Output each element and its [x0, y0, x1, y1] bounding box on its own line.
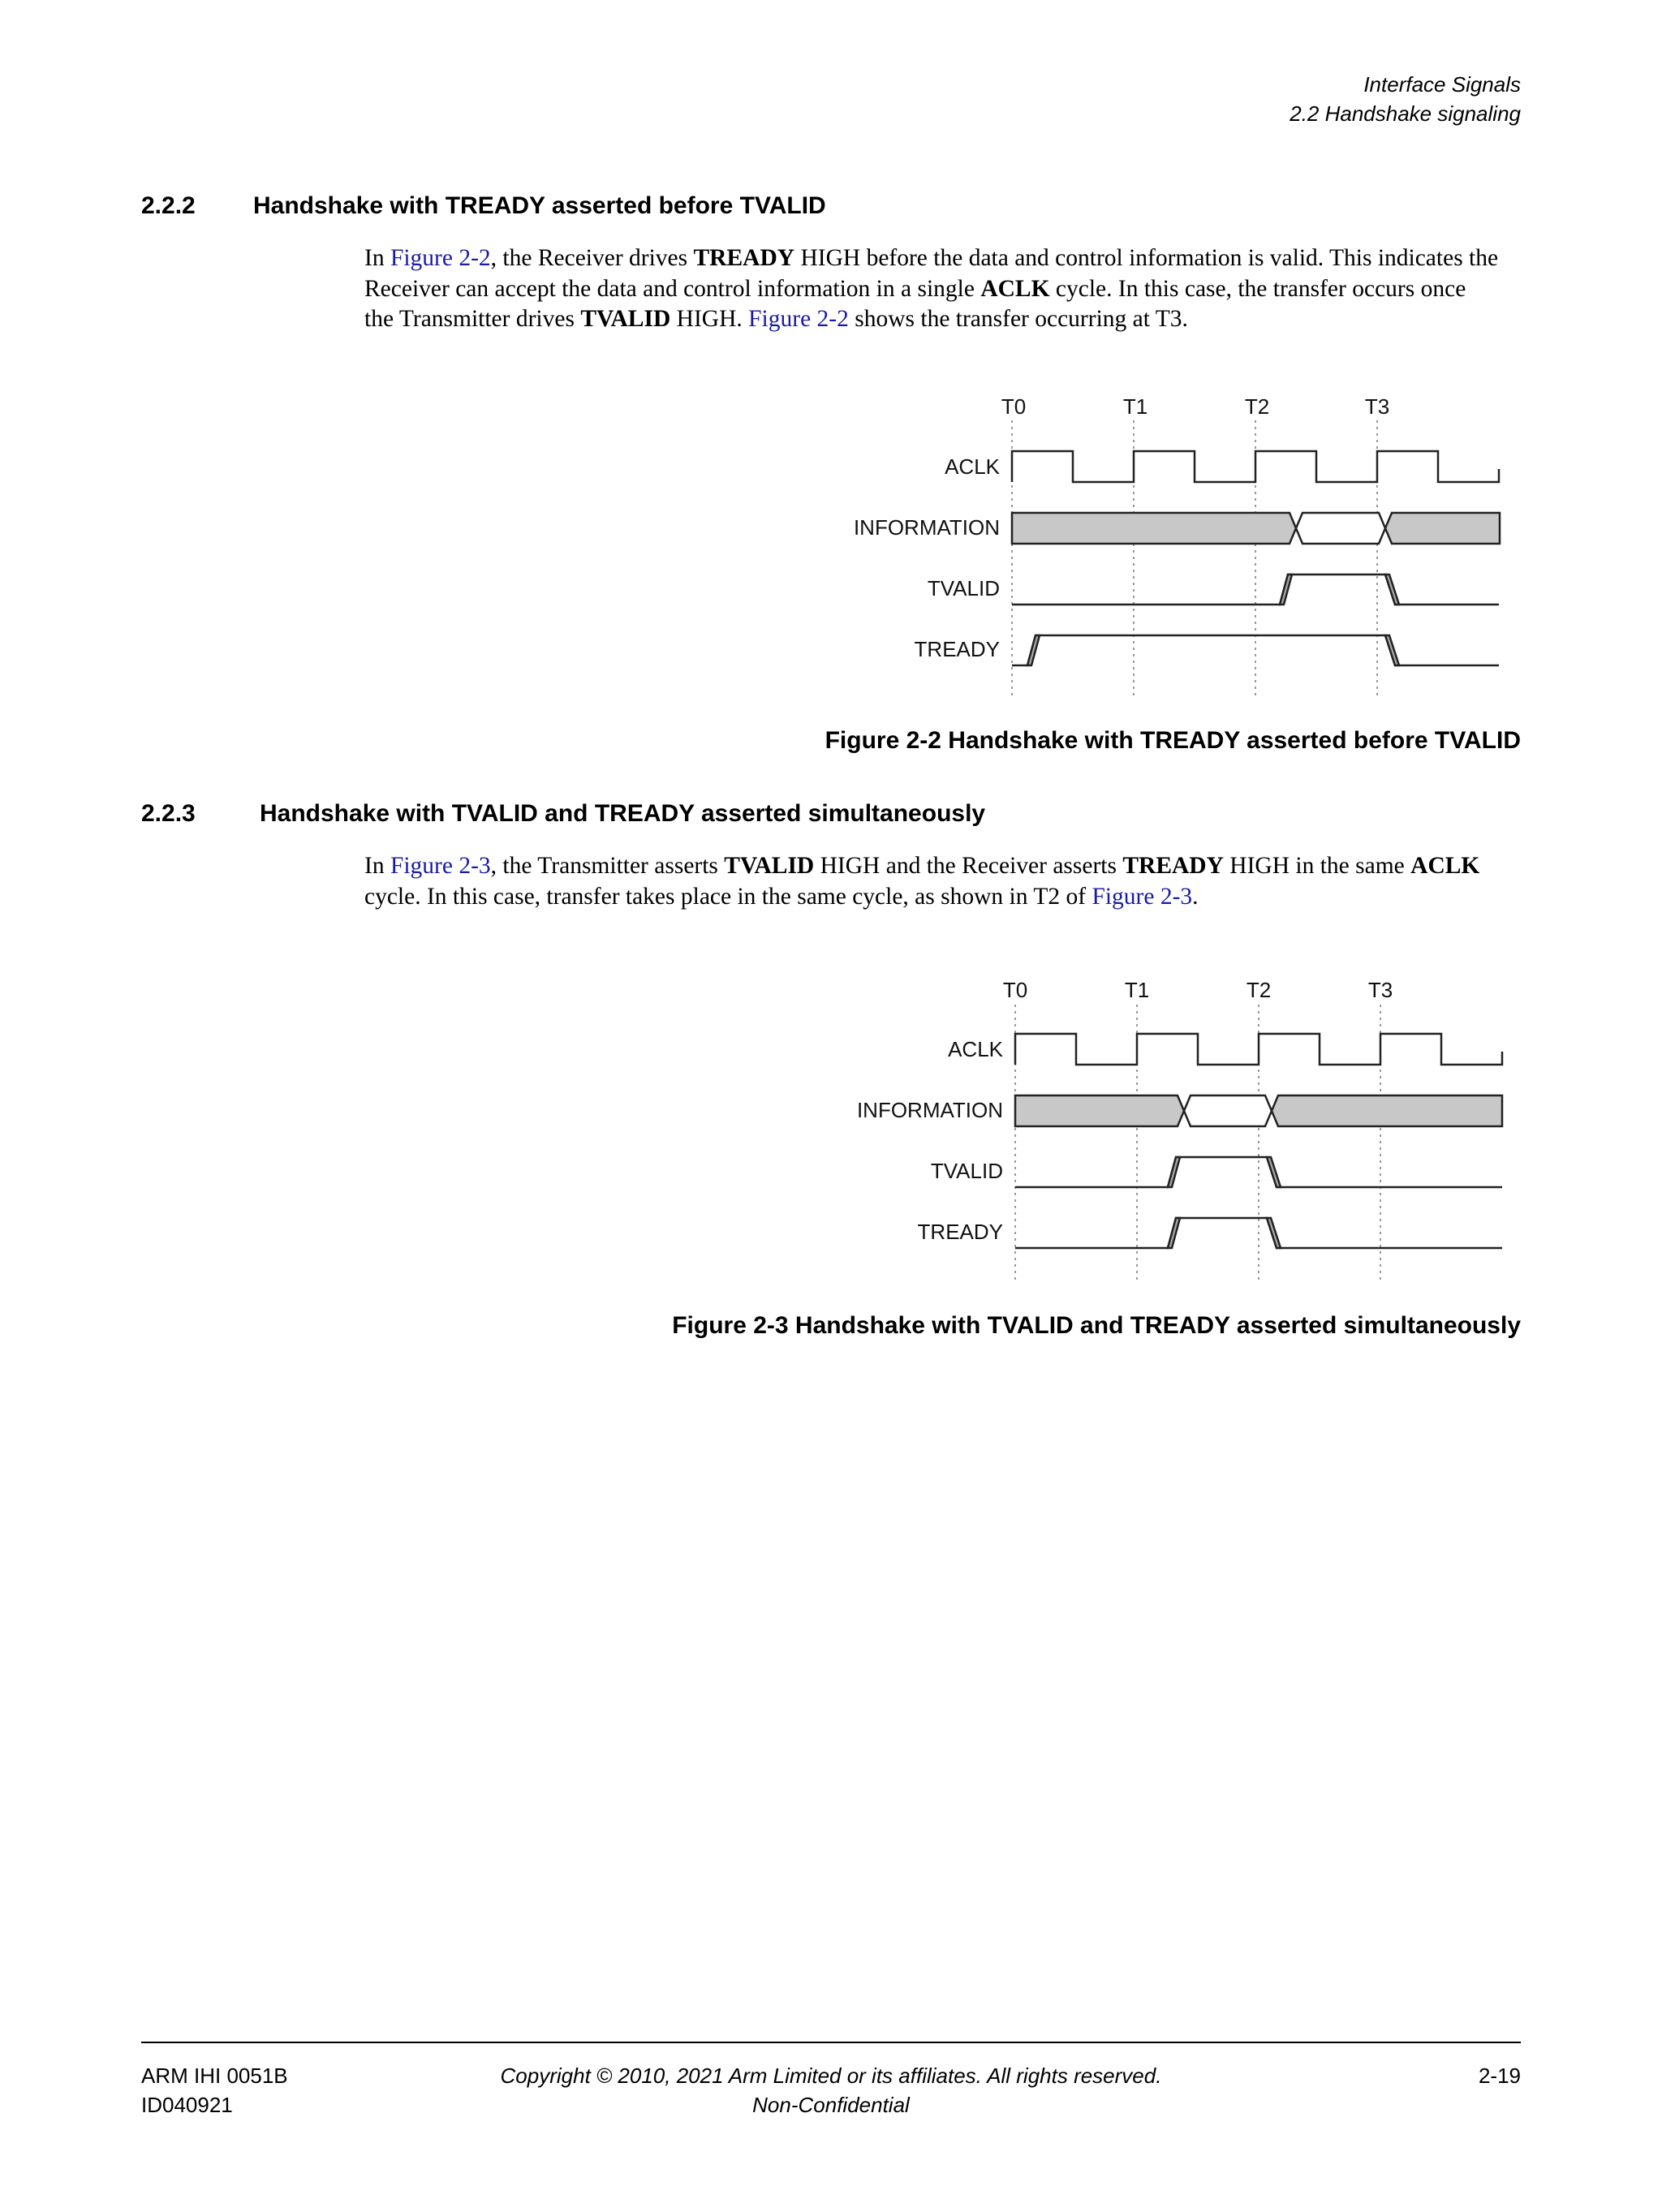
- copyright: Copyright © 2010, 2021 Arm Limited or its affiliates. All rights reserved.: [500, 2064, 1162, 2088]
- issue-id: ID040921: [141, 2093, 233, 2117]
- signal-label: TVALID: [930, 1159, 1003, 1183]
- header-section: 2.2 Handshake signaling: [1290, 101, 1521, 126]
- information-bus: [1015, 1095, 1502, 1126]
- section-title: Handshake with TREADY asserted before TVALID: [253, 192, 826, 219]
- time-label: T1: [1122, 394, 1148, 419]
- time-label: T2: [1244, 394, 1270, 419]
- time-label: T1: [1124, 978, 1150, 1002]
- time-label: T3: [1364, 394, 1390, 419]
- signal-label: TREADY: [917, 1220, 1003, 1244]
- signal-label: ACLK: [945, 454, 1000, 479]
- signal-label: TREADY: [914, 637, 1000, 661]
- figure-link[interactable]: Figure 2-3: [390, 853, 491, 879]
- figure-caption: Figure 2-2 Handshake with TREADY asserted before TVALID: [825, 727, 1521, 754]
- figure-link[interactable]: Figure 2-2: [748, 306, 849, 332]
- figure-link[interactable]: Figure 2-3: [1091, 883, 1193, 910]
- section-number: 2.2.3: [141, 800, 196, 827]
- signal-label: INFORMATION: [856, 1098, 1003, 1122]
- figure-link[interactable]: Figure 2-2: [390, 245, 491, 271]
- section-title: Handshake with TVALID and TREADY asserted simultaneously: [260, 800, 986, 827]
- doc-id: ARM IHI 0051B: [141, 2064, 288, 2088]
- time-label: T2: [1246, 978, 1272, 1002]
- section-number: 2.2.2: [141, 192, 196, 219]
- footer-copyright: [385, 2061, 1277, 2119]
- signal-label: ACLK: [948, 1037, 1003, 1061]
- time-label: T0: [1001, 394, 1027, 419]
- aclk-waveform: [1015, 1034, 1502, 1065]
- figure-caption: Figure 2-3 Handshake with TVALID and TREADY asserted simultaneously: [672, 1312, 1521, 1339]
- running-header: [1290, 70, 1521, 128]
- footer-rule: [141, 2042, 1521, 2043]
- time-label: T3: [1367, 978, 1393, 1002]
- timing-diagram: [812, 966, 1526, 1290]
- paragraph: In Figure 2-3, the Transmitter asserts TVALID HIGH and the Receiver asserts TREADY HIGH in the same ACLK cycle. In this case, transfer takes place in the same cycle, as shown in T2 of Figure 2-3.: [364, 853, 1480, 910]
- aclk-waveform: [1012, 451, 1499, 482]
- footer-doc-ids: [141, 2061, 288, 2119]
- header-chapter: Interface Signals: [1363, 72, 1521, 97]
- signal-label: INFORMATION: [853, 515, 1000, 540]
- confidentiality: Non-Confidential: [752, 2093, 910, 2117]
- time-label: T0: [1002, 978, 1028, 1002]
- page-number: 2-19: [1478, 2064, 1521, 2088]
- information-bus: [1012, 513, 1500, 544]
- timing-diagram: [812, 381, 1526, 706]
- paragraph: In Figure 2-2, the Receiver drives TREADY HIGH before the data and control information is valid. This indicates the Receiver can accept the data and control information in a single ACLK cycle. In this case, the transfer occurs once the Transmitter drives TVALID HIGH. Figure 2-2 shows the transfer occurring at T3.: [364, 245, 1499, 332]
- signal-label: TVALID: [927, 576, 1000, 600]
